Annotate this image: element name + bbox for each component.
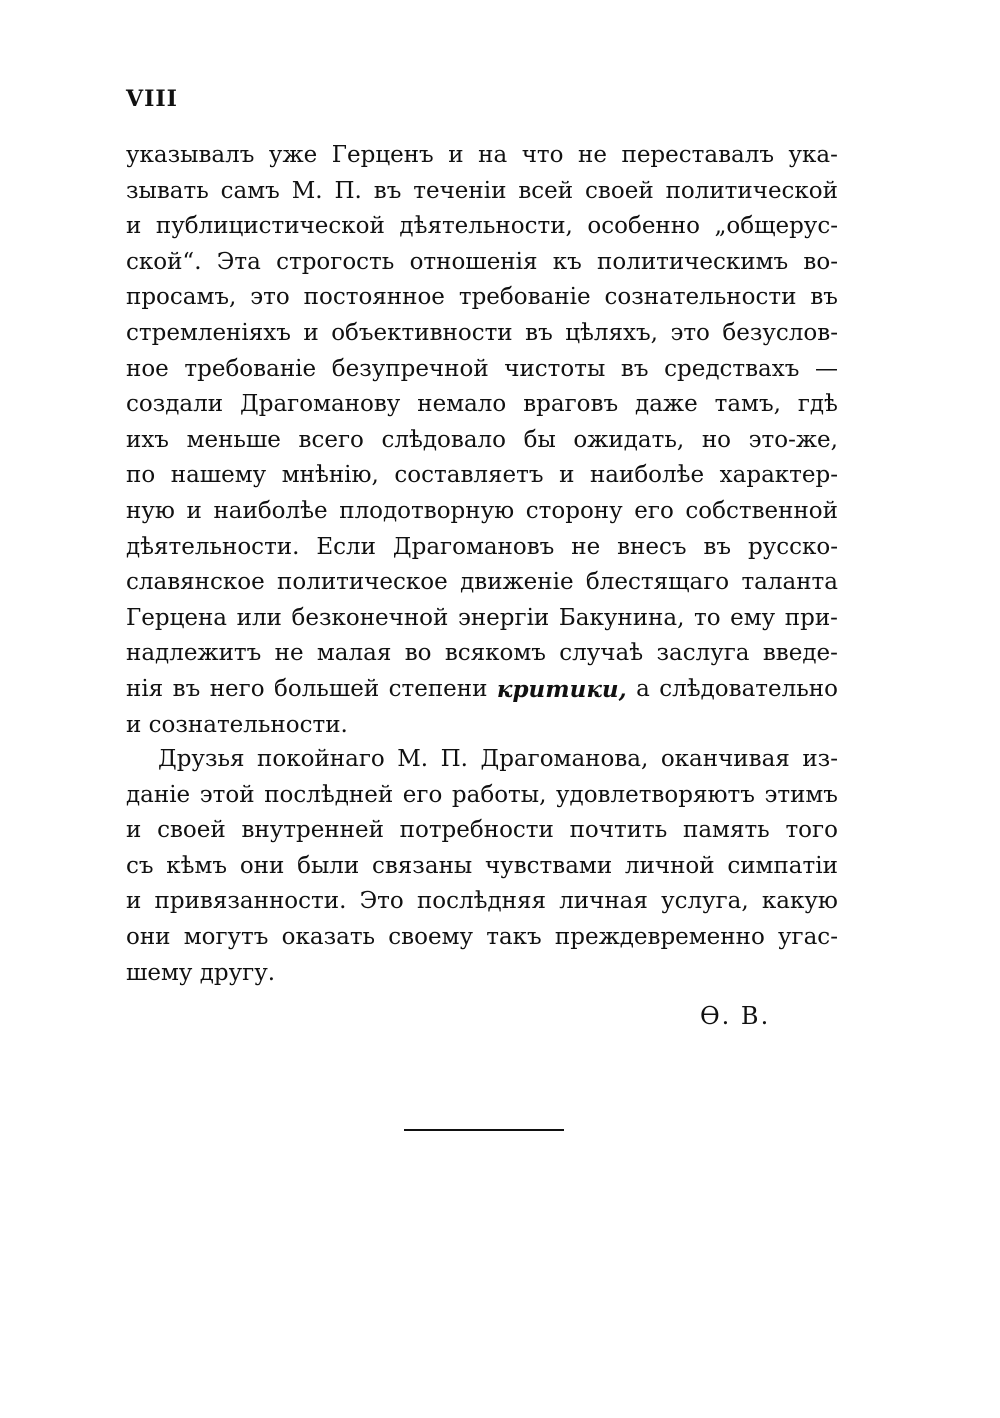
- word: средствахъ: [664, 355, 800, 382]
- word: оканчивая: [660, 746, 790, 772]
- word: услуга,: [661, 888, 749, 915]
- text-line: [126, 280, 838, 316]
- word: не: [578, 142, 607, 168]
- word: „общерус-: [714, 213, 838, 240]
- word: того: [785, 817, 838, 844]
- word: публицистической: [155, 213, 385, 240]
- word: составляетъ: [394, 462, 544, 489]
- text-line: [126, 138, 838, 174]
- word: дѣятельности,: [399, 213, 573, 240]
- word: политическимъ: [597, 248, 789, 275]
- word: но: [701, 426, 732, 453]
- word: этой: [199, 781, 255, 808]
- word: таланта: [741, 569, 838, 596]
- text-line: [126, 601, 838, 637]
- word: на: [478, 142, 508, 168]
- word: М.: [291, 177, 323, 204]
- word: блестящаго: [585, 569, 730, 596]
- text-line: [126, 352, 838, 388]
- word: плодотворную: [339, 497, 515, 524]
- word: просамъ,: [126, 284, 237, 311]
- word: Бакунина,: [558, 604, 685, 631]
- word: создали: [126, 391, 224, 418]
- word: преждевременно: [554, 923, 765, 950]
- word: послѣдней: [264, 781, 394, 808]
- word: были: [297, 852, 360, 879]
- word: почтить: [569, 817, 668, 844]
- word: его: [634, 497, 674, 524]
- word: ской“.: [126, 248, 202, 275]
- word: симпатіи: [727, 852, 838, 879]
- word: мнѣнію,: [281, 462, 379, 489]
- word: Если: [316, 533, 376, 560]
- closing-rule: [404, 1129, 564, 1131]
- word: всего: [298, 426, 364, 453]
- emphasized-word: критики,: [496, 675, 627, 703]
- word: строгость: [276, 248, 395, 275]
- word: дѣятельности.: [126, 533, 300, 560]
- word: особенно: [587, 213, 700, 240]
- word: во-: [803, 248, 838, 275]
- word: привязанности.: [154, 888, 347, 915]
- text-line: [126, 174, 838, 210]
- word: что: [521, 142, 564, 168]
- word: кѣмъ: [166, 852, 228, 879]
- word: безконечной: [291, 604, 449, 631]
- word: наиболѣе: [213, 497, 328, 524]
- word: собственной: [685, 497, 838, 524]
- word: Герценъ: [331, 142, 434, 168]
- text-line: [126, 565, 838, 601]
- word: въ: [373, 177, 402, 204]
- word: по: [126, 462, 156, 489]
- word: всякомъ: [444, 640, 546, 667]
- word: движеніе: [460, 569, 574, 596]
- text-line: [126, 920, 838, 956]
- word: угас-: [778, 923, 838, 950]
- word: самъ: [220, 177, 280, 204]
- text-line: [126, 209, 838, 245]
- word: зывать: [126, 177, 209, 204]
- word: во: [404, 640, 432, 667]
- word: въ: [810, 284, 838, 311]
- word: П.: [440, 746, 468, 772]
- word: или: [236, 604, 282, 631]
- word: и: [448, 142, 464, 168]
- word: цѣляхъ,: [565, 319, 658, 346]
- word: требованіе: [184, 355, 317, 382]
- word: личная: [559, 888, 648, 915]
- word: Драгоманова,: [480, 746, 649, 772]
- word: потребности: [399, 817, 554, 844]
- text-line: [126, 530, 838, 566]
- word: —: [814, 355, 838, 382]
- word: его: [402, 781, 443, 808]
- word: не: [571, 533, 601, 560]
- signature: Ѳ. В.: [700, 1002, 771, 1030]
- word: переставалъ: [621, 142, 774, 168]
- text-line: [126, 636, 838, 672]
- word: постоянное: [303, 284, 445, 311]
- word: въ: [172, 675, 201, 702]
- word: большей: [274, 675, 380, 702]
- word: послѣдняя: [416, 888, 546, 915]
- word: Герцена: [126, 604, 228, 631]
- paragraph-1: [126, 138, 838, 743]
- text-line: [126, 458, 838, 494]
- word: характер-: [719, 462, 838, 489]
- word: безуслов-: [722, 319, 838, 346]
- word: безупречной: [331, 355, 489, 382]
- word: въ: [525, 319, 553, 346]
- word: и: [303, 319, 319, 346]
- text-line: [126, 245, 838, 281]
- text-line: [126, 316, 838, 352]
- word: это: [670, 319, 710, 346]
- word: теченіи: [413, 177, 507, 204]
- word: указывалъ: [126, 142, 255, 168]
- word: и: [126, 213, 142, 240]
- text-line: [126, 387, 838, 423]
- word: то: [693, 604, 721, 631]
- word: удовлетворяютъ: [556, 781, 755, 808]
- word: сознательности: [604, 284, 797, 311]
- word: своей: [157, 817, 226, 844]
- word: меньше: [186, 426, 281, 453]
- word: они: [126, 923, 171, 950]
- word: внесъ: [617, 533, 687, 560]
- word: отношенія: [409, 248, 538, 275]
- word: этимъ: [764, 781, 838, 808]
- word: Эта: [216, 248, 261, 275]
- word: могутъ: [183, 923, 269, 950]
- word: него: [209, 675, 265, 702]
- word: враговъ: [523, 391, 619, 418]
- text-line: [126, 494, 838, 530]
- word: слѣдовательно: [659, 675, 838, 702]
- word: уже: [268, 142, 318, 168]
- word: они: [239, 852, 285, 879]
- word: и: [126, 817, 142, 844]
- word: не: [274, 640, 304, 667]
- word: внутренней: [241, 817, 384, 844]
- word: связаны: [371, 852, 473, 879]
- word: гдѣ: [797, 391, 838, 418]
- word: ему: [730, 604, 776, 631]
- word: чистоты: [504, 355, 606, 382]
- word: нія: [126, 675, 164, 702]
- word: съ: [126, 852, 154, 879]
- word: оказать: [281, 923, 376, 950]
- word: П.: [334, 177, 362, 204]
- word: ука-: [788, 142, 838, 168]
- text-line: [126, 884, 838, 920]
- word: чувствами: [484, 852, 613, 879]
- word: своему: [388, 923, 474, 950]
- word: требованіе: [458, 284, 591, 311]
- word: Это: [359, 888, 404, 915]
- word: такъ: [486, 923, 542, 950]
- word: ную: [126, 497, 175, 524]
- word: малая: [316, 640, 392, 667]
- word: слѣдовало: [381, 426, 507, 453]
- word: сторону: [525, 497, 623, 524]
- word: своей: [585, 177, 654, 204]
- word: работы,: [451, 781, 547, 808]
- word: а: [636, 675, 650, 702]
- word: всей: [518, 177, 574, 204]
- word: ное: [126, 355, 169, 382]
- word: какую: [761, 888, 838, 915]
- word: политической: [665, 177, 838, 204]
- word: ожидать,: [573, 426, 685, 453]
- text-line: [126, 423, 838, 459]
- word: въ: [703, 533, 732, 560]
- text-line: и сознательности.: [126, 711, 348, 738]
- paragraph-2: [126, 742, 838, 991]
- word: Друзья: [158, 746, 245, 772]
- word: наиболѣе: [589, 462, 705, 489]
- word: и: [559, 462, 575, 489]
- word: и: [186, 497, 202, 524]
- word: русско-: [747, 533, 838, 560]
- word: введе-: [762, 640, 838, 667]
- word: энергіи: [457, 604, 550, 631]
- word: тамъ,: [714, 391, 781, 418]
- text-line: [126, 742, 838, 778]
- word: надлежитъ: [126, 640, 262, 667]
- text-line: шему другу.: [126, 959, 276, 986]
- word: бы: [523, 426, 556, 453]
- word: даніе: [126, 781, 191, 808]
- word: нашему: [170, 462, 267, 489]
- word: это-же,: [748, 426, 838, 453]
- word: ихъ: [126, 426, 169, 453]
- word: это: [250, 284, 290, 311]
- word: заслуга: [656, 640, 750, 667]
- text-line: [126, 778, 838, 814]
- text-line: [126, 849, 838, 885]
- word: объективности: [331, 319, 513, 346]
- word: покойнаго: [257, 746, 385, 772]
- word: М.: [397, 746, 429, 772]
- word: при-: [784, 604, 838, 631]
- word: личной: [624, 852, 715, 879]
- text-line: [126, 813, 838, 849]
- word: память: [683, 817, 770, 844]
- word: немало: [417, 391, 507, 418]
- word: случаѣ: [559, 640, 644, 667]
- word: славянское: [126, 569, 265, 596]
- word: степени: [388, 675, 488, 702]
- word: из-: [802, 746, 838, 772]
- word: политическое: [277, 569, 448, 596]
- page-number: VIII: [126, 86, 178, 112]
- word: даже: [635, 391, 698, 418]
- word: и: [126, 888, 142, 915]
- word: Драгоманову: [240, 391, 401, 418]
- word: стремленіяхъ: [126, 319, 291, 346]
- word: Драгомановъ: [392, 533, 555, 560]
- text-line: [126, 672, 838, 708]
- word: къ: [552, 248, 582, 275]
- word: въ: [620, 355, 649, 382]
